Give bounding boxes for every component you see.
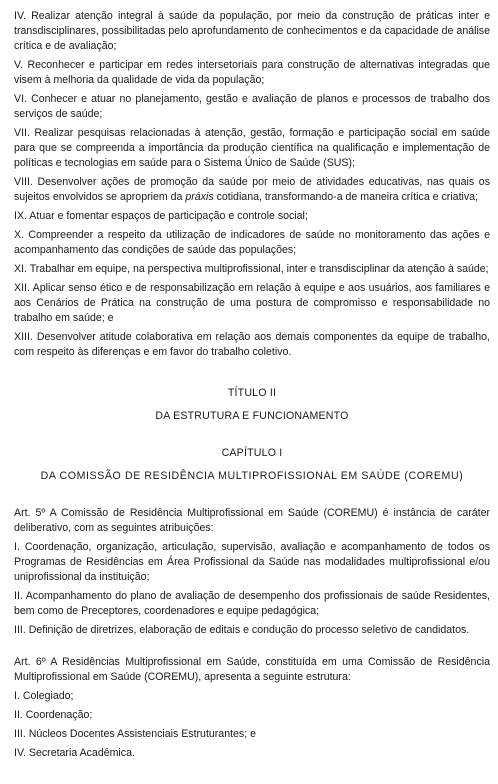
item-viii	[14, 175, 490, 205]
titulo-subject: DA ESTRUTURA E FUNCIONAMENTO	[155, 410, 349, 422]
art6-item-i: I. Colegiado;	[14, 690, 74, 702]
document-page	[14, 9, 490, 765]
spacer	[14, 364, 490, 386]
item-xiii: XIII. Desenvolver atitude colaborativa em relação aos demais componentes da equipe de trabalho, com respeito às diferenças e em favor do trabalho coletivo.	[14, 331, 490, 358]
art5-item-i: I. Coordenação, organização, articulação, supervisão, avaliação e acompanhamento de todos os Programas de Residências em Área Profissional da Saúde nas modalidades multiprofissional e/ou uniprofissional da instituição;	[14, 541, 490, 583]
spacer	[14, 484, 490, 506]
spacer	[14, 401, 490, 409]
item-x: X. Compreender a respeito da utilização de indicadores de saúde no monitoramento das ações e acompanhamento das condições de saúde das populações;	[14, 229, 490, 256]
item-vi: VI. Conhecer e atuar no planejamento, gestão e avaliação de planos e processos de trabalho dos serviços de saúde;	[14, 93, 490, 120]
art5-caput: Art. 5º A Comissão de Residência Multiprofissional em Saúde (COREMU) é instância de caráter deliberativo, com as seguintes atribuições:	[14, 507, 490, 534]
item-viii-text-before: VIII. Desenvolver ações de promoção da saúde por meio de atividades educativas, nas quais os sujeitos envolvidos se apropriem da	[14, 176, 490, 203]
item-v: V. Reconhecer e participar em redes intersetoriais para construção de alternativas integradas que visem à melhoria da qualidade de vida da população;	[14, 59, 490, 86]
spacer	[14, 642, 490, 655]
art5-item-iii: III. Definição de diretrizes, elaboração de editais e condução do processo seletivo de candidatos.	[14, 624, 470, 636]
art6-item-ii: II. Coordenação;	[14, 709, 93, 721]
titulo-heading: TÍTULO II	[227, 387, 277, 399]
art5-item-ii: II. Acompanhamento do plano de avaliação de desempenho dos profissionais de saúde Residentes, bem como de Preceptores, coordenadores e equipe pedagógica;	[14, 590, 490, 617]
item-vii: VII. Realizar pesquisas relacionadas à atenção, gestão, formação e participação social em saúde para que se compreenda a importância da produção científica na qualificação e implementação de políticas e tecnologias em saúde para o Sistema Único de Saúde (SUS);	[14, 127, 490, 169]
spacer	[14, 424, 490, 446]
item-ix: IX. Atuar e fomentar espaços de participação e controle social;	[14, 210, 308, 222]
capitulo-heading: CAPÍTULO I	[221, 447, 283, 459]
art6-caput: Art. 6º A Residências Multiprofissional em Saúde, constituída em uma Comissão de Residência Multiprofissional em Saúde (COREMU), apresenta a seguinte estrutura:	[14, 656, 490, 683]
capitulo-subject: DA COMISSÃO DE RESIDÊNCIA MULTIPROFISSIONAL EM SAÚDE (COREMU)	[40, 470, 464, 482]
item-xi: XI. Trabalhar em equipe, na perspectiva multiprofissional, inter e transdisciplinar da atenção à saúde;	[14, 263, 489, 275]
art6-item-iii: III. Núcleos Docentes Assistenciais Estruturantes; e	[14, 728, 257, 740]
item-xii: XII. Aplicar senso ético e de responsabilização em relação à equipe e aos usuários, aos familiares e aos Cenários de Prática na construção de uma postura de compromisso e responsabilidade no trabalho em saúde; e	[14, 282, 490, 324]
item-viii-text-after: cotidiana, transformando-a de maneira crítica e criativa;	[213, 191, 479, 203]
item-viii-emphasis: práxis	[185, 191, 214, 203]
item-iv: IV. Realizar atenção integral à saúde da população, por meio da construção de práticas inter e transdisciplinares, possibilitadas pelo aprofundamento de conhecimentos e da capacidade de análise crítica e de avaliação;	[14, 10, 490, 52]
art6-item-iv: IV. Secretaria Acadêmica.	[14, 747, 135, 759]
spacer	[14, 461, 490, 469]
